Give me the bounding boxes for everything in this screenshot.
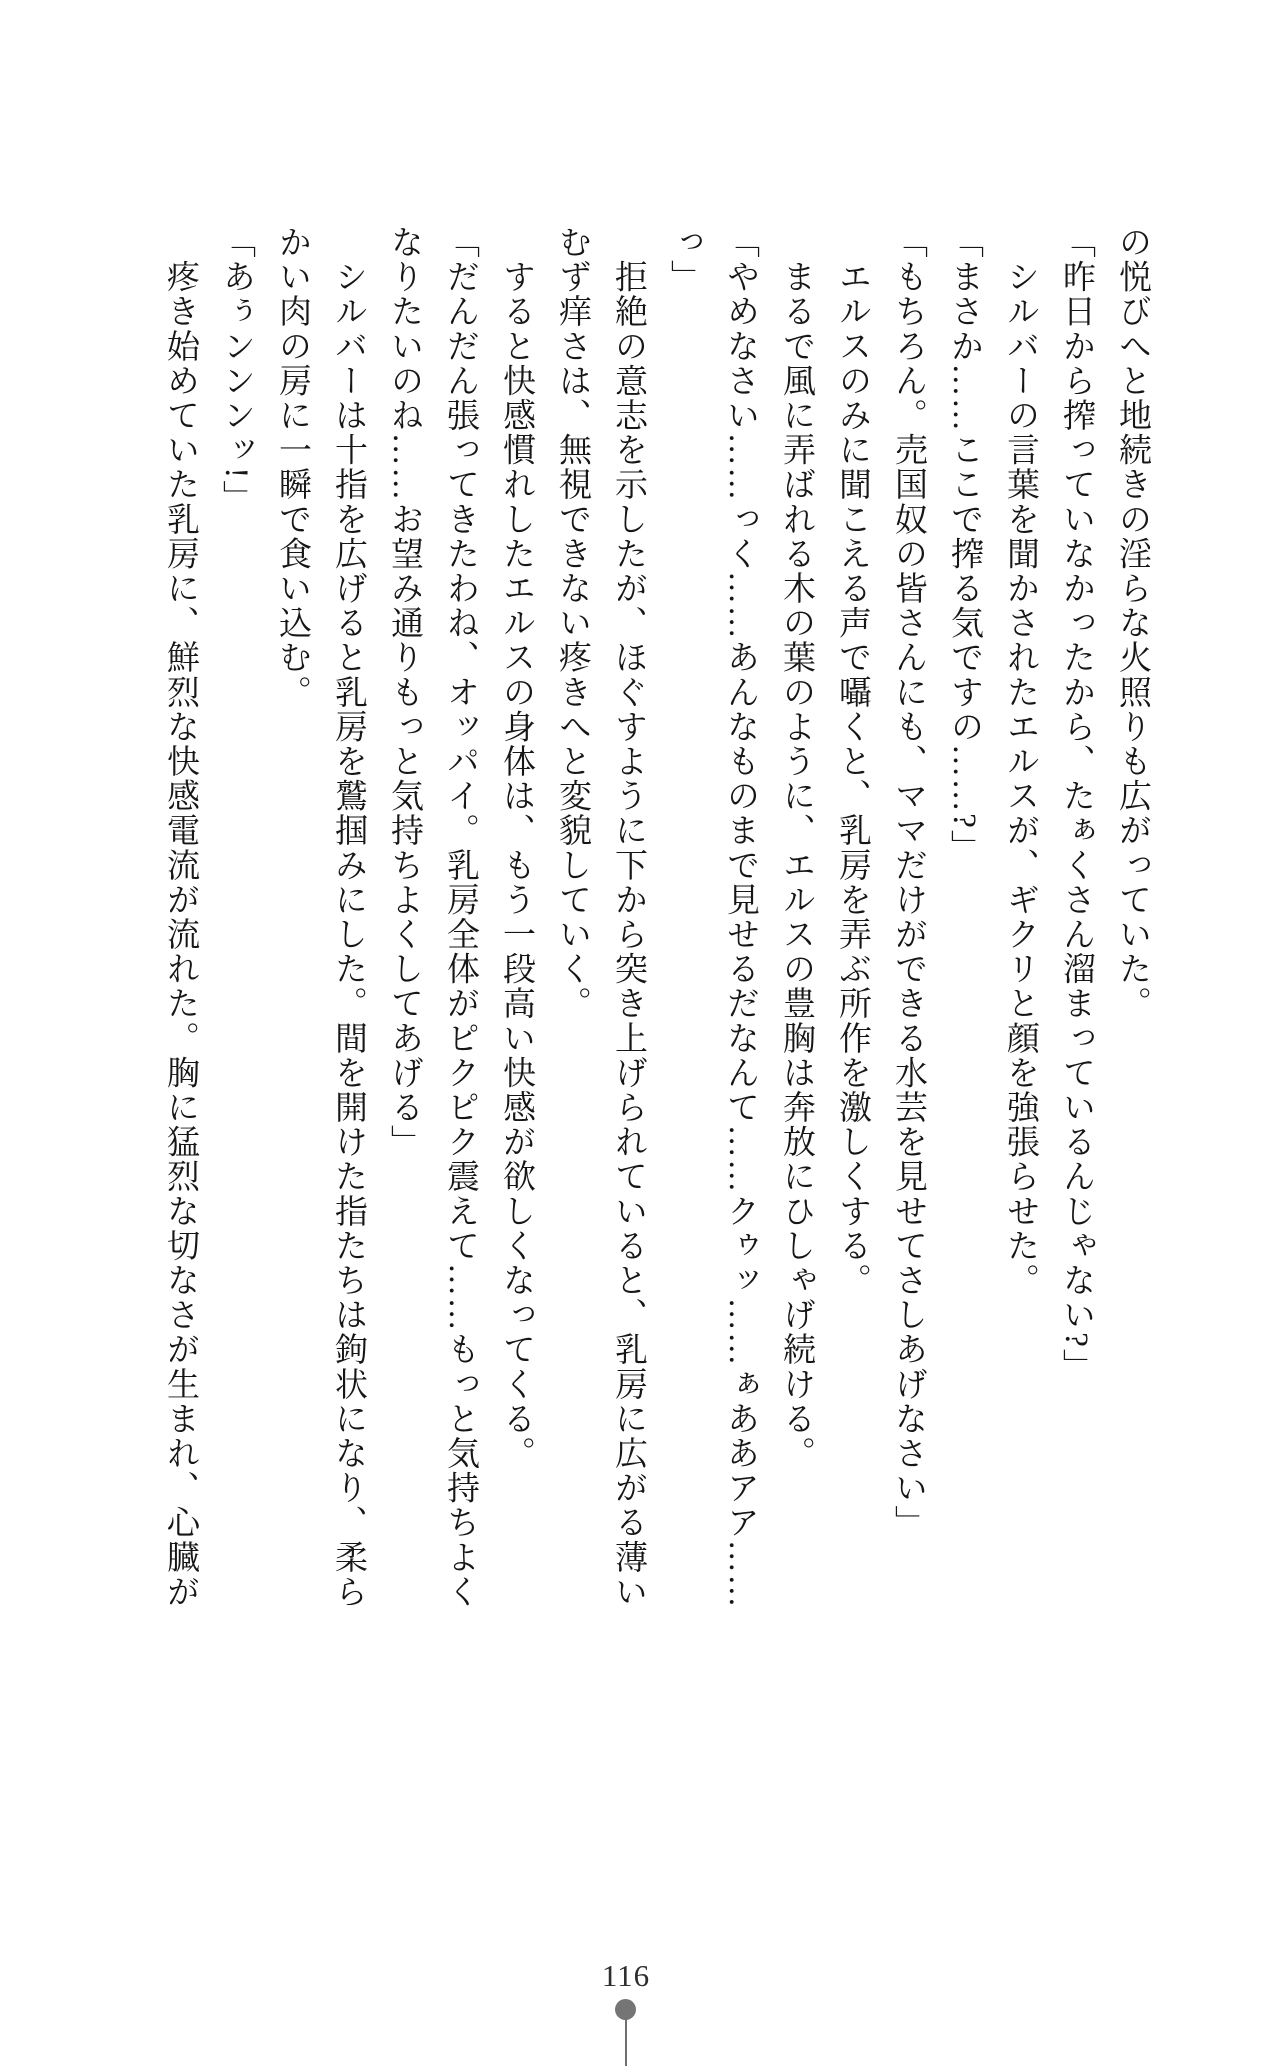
text-line: シルバーは十指を広げると乳房を鷲掴みにした。間を開けた指たちは鉤状になり、柔ら xyxy=(330,225,366,1609)
text-line: むず痒さは、無視できない疼きへと変貌していく。 xyxy=(554,225,590,1021)
footer-ornament-line xyxy=(625,2018,627,2066)
text-line: 拒絶の意志を示したが、ほぐすように下から突き上げられていると、乳房に広がる薄い xyxy=(610,225,646,1609)
text-line: シルバーの言葉を聞かされたエルスが、ギクリと顔を強張らせた。 xyxy=(1002,225,1038,1298)
text-line: まるで風に弄ばれる木の葉のように、エルスの豊胸は奔放にひしゃげ続ける。 xyxy=(778,225,814,1471)
text-line: 「やめなさい……っく……あんなものまで見せるだなんて……クゥッ……ぁああアア…… xyxy=(722,225,758,1609)
body-text xyxy=(152,225,1160,1615)
text-line: すると快感慣れしたエルスの身体は、もう一段高い快感が欲しくなってくる。 xyxy=(498,225,534,1471)
text-line: 「だんだん張ってきたわね、オッパイ。乳房全体がピクピク震えて……もっと気持ちよく xyxy=(442,225,478,1609)
text-line: なりたいのね……お望み通りもっと気持ちよくしてあげる」 xyxy=(386,225,422,1160)
footer-ornament-dot xyxy=(615,1999,636,2020)
text-line: の悦びへと地続きの淫らな火照りも広がっていた。 xyxy=(1114,225,1150,1021)
text-line: 「あぅンンンッ!」 xyxy=(218,225,254,515)
text-line: 「昨日から搾っていなかったから、たぁくさん溜まっているんじゃない?」 xyxy=(1058,225,1094,1384)
text-line: かい肉の房に一瞬で食い込む。 xyxy=(274,225,310,710)
text-line: エルスのみに聞こえる声で囁くと、乳房を弄ぶ所作を激しくする。 xyxy=(834,225,870,1298)
text-line: 疼き始めていた乳房に、鮮烈な快感電流が流れた。胸に猛烈な切なさが生まれ、心臓が xyxy=(162,225,198,1609)
text-line: 「まさか……ここで搾る気ですの……?」 xyxy=(946,225,982,865)
page-number: 116 xyxy=(601,1958,651,1993)
text-line: 「もちろん。売国奴の皆さんにも、ママだけができる水芸を見せてさしあげなさい」 xyxy=(890,225,926,1540)
text-line: っ」 xyxy=(666,225,702,295)
